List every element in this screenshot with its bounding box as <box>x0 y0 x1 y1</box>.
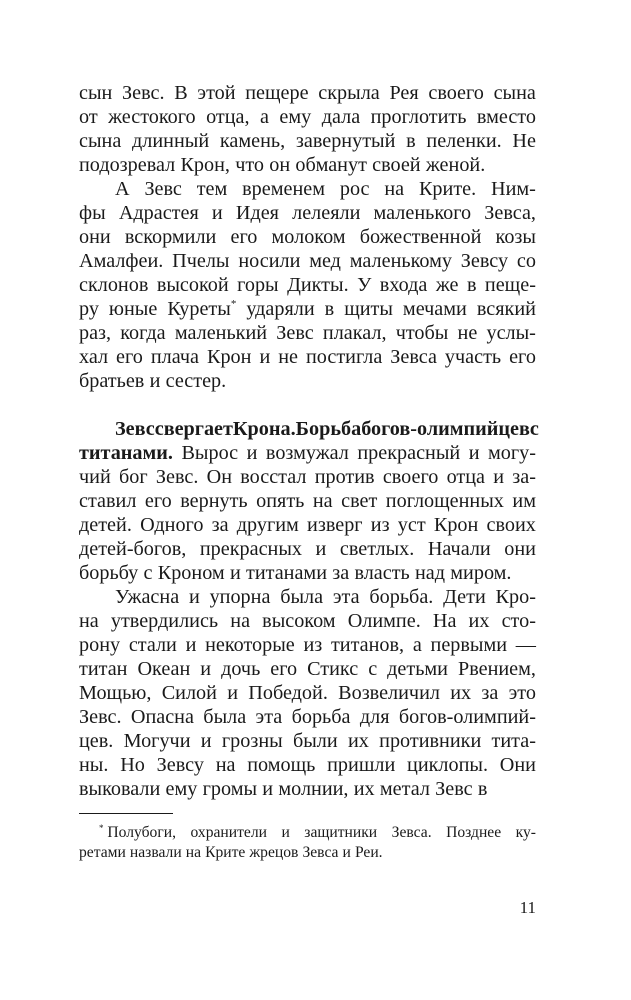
word: охранители <box>190 824 267 841</box>
word: и <box>468 442 480 464</box>
word: пещере <box>245 82 309 104</box>
word: длинный <box>132 130 210 152</box>
word: опять <box>256 490 305 512</box>
word: Крите. <box>418 178 477 200</box>
word: первыми <box>430 634 508 656</box>
word: Ужасна <box>115 586 180 608</box>
word: власть <box>354 562 410 584</box>
word: Реи. <box>354 844 383 861</box>
text-line <box>79 681 536 705</box>
word: Зевс <box>115 418 155 440</box>
word: а <box>412 634 422 656</box>
word: со <box>516 250 536 272</box>
word: титан <box>79 658 128 680</box>
word: он <box>269 154 291 176</box>
word: постигла <box>306 346 383 368</box>
word: другим <box>236 514 299 536</box>
word: Стикс <box>307 658 359 680</box>
word: и <box>149 370 161 392</box>
word: миром. <box>450 562 512 584</box>
text-line <box>79 81 536 105</box>
word: восстал <box>240 466 307 488</box>
text-line <box>79 753 536 777</box>
word: назвали <box>129 844 182 861</box>
word: им <box>512 490 536 512</box>
word: прекрасных <box>199 538 303 560</box>
word: плача <box>150 346 200 368</box>
word: на <box>185 844 202 861</box>
word: ставил <box>79 490 137 512</box>
word: Зевс. <box>155 466 199 488</box>
word: на <box>384 178 405 200</box>
word: хал <box>79 346 109 368</box>
text-line <box>79 129 536 153</box>
footnote-line <box>79 823 536 843</box>
word: были <box>292 730 338 752</box>
word: сына <box>493 82 536 104</box>
word: детей-богов, <box>79 538 187 560</box>
text-line <box>79 609 536 633</box>
word: Дети <box>443 586 486 608</box>
word: пришли <box>327 754 396 776</box>
word: Зевса, <box>484 202 536 224</box>
word: выковали <box>79 778 161 800</box>
word: юные <box>108 298 158 320</box>
paragraph <box>79 177 536 393</box>
word: противники <box>379 730 482 752</box>
section-gap <box>79 393 536 417</box>
word: свергает <box>154 418 233 440</box>
word: против <box>314 466 375 488</box>
word: своих <box>486 514 536 536</box>
paragraph <box>79 585 536 801</box>
word: Борьба <box>295 418 362 440</box>
word: своего <box>382 466 439 488</box>
text-line <box>79 249 536 273</box>
word: Океан <box>137 658 191 680</box>
word: Не <box>512 130 536 152</box>
footnote-divider <box>79 813 173 814</box>
text-line <box>79 201 536 225</box>
word: козы <box>495 226 536 248</box>
word: обманут <box>295 154 367 176</box>
text-line <box>79 777 536 801</box>
word: в <box>466 274 477 296</box>
word: Крона. <box>232 418 296 440</box>
text-line <box>79 729 536 753</box>
paragraph <box>79 81 536 177</box>
word: молнии, <box>278 778 349 800</box>
word: и <box>493 466 505 488</box>
word: титанов, <box>330 634 405 656</box>
word: с <box>368 658 378 680</box>
section-paragraph <box>79 417 539 585</box>
word: и <box>227 682 239 704</box>
word: вернуть <box>180 490 248 512</box>
word: детей. <box>79 514 132 536</box>
word: жестокого <box>108 106 196 128</box>
word: борьбу <box>79 562 139 584</box>
text-line <box>79 585 536 609</box>
word: А <box>115 178 130 200</box>
word: громы <box>202 778 258 800</box>
word: помощь <box>247 754 316 776</box>
word: утвердились <box>110 610 219 632</box>
word: его <box>230 226 258 248</box>
text-line <box>79 273 536 297</box>
word: Куреты* <box>167 298 237 320</box>
page-body <box>79 81 539 801</box>
word: плакал, <box>322 322 387 344</box>
word: за <box>211 514 229 536</box>
word: этой <box>197 82 236 104</box>
word: стали <box>128 634 177 656</box>
word: чтобы <box>395 322 449 344</box>
word: Пчелы <box>172 250 230 272</box>
word: титанами <box>246 562 327 584</box>
word: эта <box>332 586 360 608</box>
word: своей <box>372 154 421 176</box>
word: и <box>200 658 212 680</box>
word: Мощью, <box>79 682 152 704</box>
word: метал <box>379 778 430 800</box>
word: лелеяли <box>292 202 361 224</box>
word: скрыла <box>318 82 380 104</box>
text-line <box>79 417 539 441</box>
word: ны. <box>79 754 109 776</box>
word: подозревал <box>79 154 176 176</box>
word: дала <box>321 106 361 128</box>
word: Олимпе. <box>347 610 421 632</box>
word: мечами <box>402 298 467 320</box>
word: и <box>211 202 223 224</box>
word: была <box>280 586 324 608</box>
word: жрецов <box>249 844 299 861</box>
text-line <box>79 369 536 393</box>
word: ему <box>279 106 312 128</box>
word: возмужал <box>265 442 349 464</box>
word: сто- <box>501 610 536 632</box>
word: В <box>174 82 188 104</box>
word: мед <box>309 250 341 272</box>
word: Крон <box>207 346 252 368</box>
word: и <box>262 778 274 800</box>
word: Зевс <box>144 178 182 200</box>
text-line <box>79 441 536 465</box>
word: Возвеличил <box>338 682 440 704</box>
word: Крон <box>433 514 479 536</box>
text-line <box>79 537 536 561</box>
text-line <box>79 153 536 177</box>
word: поглощенных <box>385 490 504 512</box>
word: отца <box>446 466 485 488</box>
word: его <box>144 490 172 512</box>
word: услы- <box>486 322 536 344</box>
word: могу- <box>488 442 536 464</box>
footnote <box>79 823 536 863</box>
word: и <box>315 538 327 560</box>
word: Дикты. <box>287 274 349 296</box>
word: Силой <box>161 682 217 704</box>
word: и <box>246 442 258 464</box>
word: борьба. <box>369 586 434 608</box>
word: из <box>370 514 390 536</box>
word: их <box>347 730 369 752</box>
word: завернутый <box>295 130 396 152</box>
word: — <box>515 634 536 656</box>
word: свет <box>341 490 378 512</box>
word: за <box>481 682 499 704</box>
word: и <box>188 586 200 608</box>
word: тита- <box>491 730 536 752</box>
word: защитники <box>304 824 378 841</box>
text-line <box>79 297 536 321</box>
text-line <box>79 105 536 129</box>
word: над <box>414 562 446 584</box>
word: и <box>200 730 212 752</box>
text-line <box>79 465 536 489</box>
word: Крите <box>205 844 246 861</box>
word: молоком <box>271 226 346 248</box>
word: циклопы. <box>407 754 489 776</box>
word: пеленки. <box>426 130 502 152</box>
word: проглотить <box>370 106 467 128</box>
word: тем <box>196 178 228 200</box>
word: и <box>259 346 271 368</box>
text-line <box>79 657 536 681</box>
word: за <box>332 562 350 584</box>
text-line <box>79 633 536 657</box>
word: Но <box>120 754 145 776</box>
text-line <box>79 177 536 201</box>
word: Зевс. <box>122 82 165 104</box>
word: На <box>432 610 457 632</box>
footnote-line <box>79 843 536 863</box>
text-line <box>79 513 536 537</box>
word: за- <box>512 466 536 488</box>
word: его <box>509 346 536 368</box>
word: У <box>357 274 372 296</box>
word: их <box>450 682 472 704</box>
page-number: 11 <box>519 898 536 917</box>
word: светлых. <box>339 538 415 560</box>
text-line <box>79 489 536 513</box>
word: его <box>116 346 143 368</box>
word: с <box>529 418 539 440</box>
word: Зевс <box>435 778 473 800</box>
word: Одного <box>140 514 204 536</box>
word: участь <box>444 346 502 368</box>
word: маленького <box>373 202 472 224</box>
word: отца, <box>206 106 250 128</box>
word: пеще- <box>484 274 536 296</box>
footnote-marker[interactable]: * <box>230 298 237 310</box>
word: бог <box>119 466 148 488</box>
word: Он <box>206 466 233 488</box>
word: Опасна <box>130 706 194 728</box>
word: горы <box>237 274 279 296</box>
word: Зевса <box>390 346 437 368</box>
word: и <box>342 844 351 861</box>
word: их <box>353 778 375 800</box>
word: детьми <box>387 658 448 680</box>
word: высоком <box>262 610 336 632</box>
word: Позднее <box>446 824 502 841</box>
word: вскормили <box>124 226 217 248</box>
word: * Полубоги, <box>99 823 176 841</box>
word: Кро- <box>495 586 536 608</box>
word: его <box>270 658 298 680</box>
word: не <box>457 322 478 344</box>
word: некоторые <box>205 634 295 656</box>
word: на <box>230 610 251 632</box>
word: Кроном <box>157 562 225 584</box>
word: титанами. <box>79 442 173 464</box>
word: дочь <box>221 658 261 680</box>
word: сына <box>79 130 122 152</box>
word: божественной <box>359 226 482 248</box>
word: ему <box>165 778 198 800</box>
word: в <box>324 298 335 320</box>
word: всякий <box>476 298 536 320</box>
word: Ним- <box>491 178 536 200</box>
word: входа <box>379 274 428 296</box>
word: грозны <box>221 730 283 752</box>
word: в <box>477 778 488 800</box>
word: для <box>359 706 390 728</box>
word: от <box>79 106 98 128</box>
word: временем <box>242 178 326 200</box>
word: Рвением, <box>457 658 536 680</box>
text-line <box>79 561 536 585</box>
word: Крон, <box>180 154 230 176</box>
word: Зевсу <box>156 754 204 776</box>
word: ку- <box>515 824 536 841</box>
word: они <box>79 226 111 248</box>
text-line <box>79 705 536 729</box>
word: братьев <box>79 370 145 392</box>
word: они <box>504 538 536 560</box>
word: упорна <box>209 586 271 608</box>
word: эта <box>255 706 283 728</box>
word: уст <box>397 514 426 536</box>
word: чий <box>79 466 111 488</box>
word: носили <box>238 250 301 272</box>
word: Зевсу <box>460 250 509 272</box>
word: а <box>260 106 269 128</box>
word: рос <box>339 178 370 200</box>
word: же <box>435 274 459 296</box>
word: была <box>203 706 247 728</box>
word: ретами <box>79 844 126 861</box>
word: Адрастея <box>118 202 199 224</box>
word: ру <box>79 298 99 320</box>
word: высокой <box>156 274 229 296</box>
word: богов-олимпий- <box>398 706 536 728</box>
word: Зевс. <box>79 706 122 728</box>
word: из <box>303 634 323 656</box>
word: склонов <box>79 274 149 296</box>
word: Начали <box>427 538 491 560</box>
word: женой. <box>425 154 486 176</box>
word: маленькому <box>349 250 452 272</box>
word: что <box>235 154 265 176</box>
word: щиты <box>344 298 393 320</box>
word: раз, <box>79 322 112 344</box>
word: изверг <box>307 514 363 536</box>
word: на <box>79 610 99 632</box>
text-line <box>79 225 536 249</box>
word: Победой. <box>248 682 328 704</box>
word: в <box>406 130 416 152</box>
word: Вырос <box>181 442 239 464</box>
word: Они <box>499 754 536 776</box>
text-line <box>79 321 536 345</box>
word: Зевса. <box>391 824 432 841</box>
word: на <box>215 754 236 776</box>
word: их <box>468 610 490 632</box>
word: на <box>312 490 333 512</box>
word: своего <box>428 82 484 104</box>
word: не <box>278 346 299 368</box>
word: фы <box>79 202 106 224</box>
word: Идея <box>235 202 279 224</box>
word: с <box>143 562 153 584</box>
word: маленький <box>174 322 268 344</box>
word: сестер. <box>165 370 227 392</box>
footnote-marker: * <box>99 823 104 833</box>
word: прекрасный <box>357 442 461 464</box>
word: когда <box>120 322 166 344</box>
word: Рея <box>389 82 419 104</box>
word: это <box>508 682 536 704</box>
word: Зевс <box>276 322 314 344</box>
word: ударяли <box>246 298 315 320</box>
word: сын <box>79 82 113 104</box>
word: борьба <box>291 706 351 728</box>
word: Амалфеи. <box>79 250 164 272</box>
word: и <box>281 824 290 841</box>
word: и <box>229 562 241 584</box>
word: цев. <box>79 730 114 752</box>
word: Зевса <box>302 844 339 861</box>
text-line <box>79 345 536 369</box>
word: богов-олимпийцев <box>361 418 530 440</box>
word: вместо <box>476 106 536 128</box>
word: и <box>185 634 197 656</box>
word: рону <box>79 634 121 656</box>
word: камень, <box>219 130 286 152</box>
word: Могучи <box>123 730 191 752</box>
